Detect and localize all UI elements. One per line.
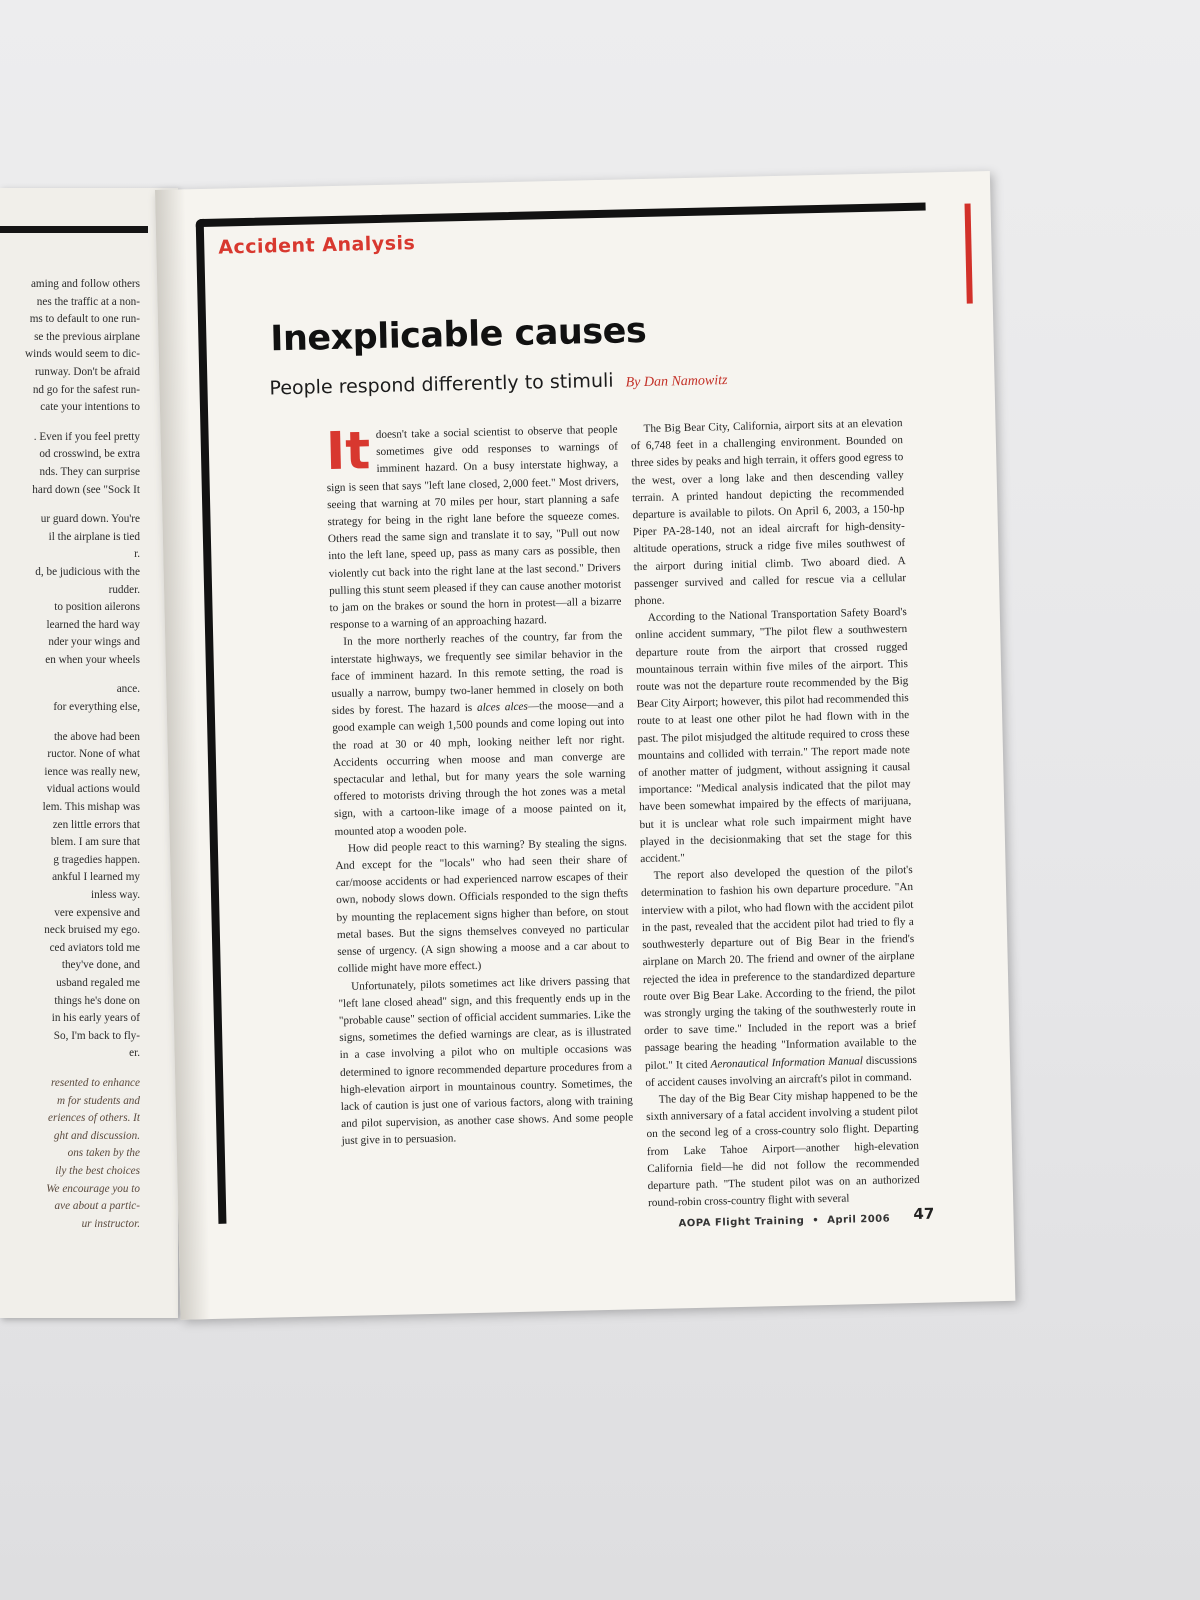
left-line: en when your wheels: [45, 653, 140, 666]
paragraph-2-text: In the more northerly reaches of the country, far from the interstate highways, we frequently see similar behavior in the face of imminent hazard. In this remote setting, the road is usually a narrow, bumpy two-laner hemmed in closely on both sides by forest. The hazard is: [330, 629, 624, 718]
left-line: r.: [134, 548, 140, 561]
left-line: ght and discussion.: [53, 1129, 140, 1142]
left-line: lem. This mishap was: [42, 801, 140, 814]
left-line: cate your intentions to: [40, 401, 140, 414]
left-line-gap: [0, 717, 140, 729]
paragraph-8: The day of the Big Bear City mishap happened to be the sixth anniversary of a fatal accident involving a student pilot on the second leg of a cross-country solo flight. Departing from Lake Tahoe Airport—another high-elevation California field—he did not follow the recommended departure path. "The student pilot was on an authorized round-robin cross-country flight with several: [646, 1087, 920, 1210]
paragraph-5: The Big Bear City, California, airport sits at an elevation of 6,748 feet in a challenging environment. Bounded on three sides by peaks and high terrain, it offers good egress to the west, over a long lake and then descending valley terrain. A printed handout depicting the recommended departure is available to pilots. On April 6, 2003, a 150-hp Piper PA-28-140, not an ideal aircraft for high-density-altitude operations, struck a ridge five miles southwest of the airport during initial climb. Two aboard died. A passenger survived and called for rescue via a cellular phone.: [630, 417, 907, 608]
page-footer: [678, 1212, 938, 1229]
left-line: inless way.: [91, 889, 140, 901]
left-line: ily the best choices: [55, 1164, 140, 1177]
paragraph-1-text: doesn't take a social scientist to observe that people sometimes give odd responses to warnings of imminent hazard. On a busy interstate highway, a sign is seen that says "left lane closed, 2,000 feet." Most drivers, seeing that warning at 70 miles per hour, start planning a safe strategy for being in the right lane before the squeeze comes. Others read the same sign and translate it to say, "Pull out now into the left lane, speed up, pass as many cars as possible, then violently cut back into the right lane at the last second." Drivers pulling this stunt seem pleased if they can cause another motorist to jam on the brakes or sound the horn in protest—all a bizarre response to a warning of an approaching hazard.: [326, 423, 622, 632]
left-line: se the previous airplane: [34, 330, 140, 343]
paragraph-6: According to the National Transportation Safety Board's online accident summary, "The pilot flew a southwestern departure route from the airport that crossed rugged mountainous terrain within five miles of the airport. This route was not the departure route recommended by the Big Bear City Airport; however, this pilot had recommended this route to at least one other pilot he had flown with in the past. The pilot misjudged the altitude required to cross these mountains and collided with terrain." The report made note of another matter of judgment, without assigning it causal importance: "Medical analysis indicated that the pilot may have been somewhat impaired by the effects of marijuana, but it is unclear what role such impairment might have played in the decisionmaking that set the stage for this accident.": [635, 606, 912, 866]
footer-separator: •: [812, 1215, 820, 1227]
left-line: rudder.: [108, 583, 140, 596]
left-line: . Even if you feel pretty: [33, 430, 140, 443]
footer-date: April 2006: [827, 1213, 891, 1227]
italic-alces: alces alces: [476, 700, 528, 715]
article-page: [155, 171, 1015, 1320]
left-line: learned the hard way: [46, 618, 140, 631]
previous-page: [0, 188, 178, 1318]
left-line: m for students and: [57, 1094, 140, 1107]
footer-publication: AOPA Flight Training: [678, 1215, 805, 1230]
left-line: ur instructor.: [81, 1217, 140, 1230]
left-line: ructor. None of what: [47, 748, 140, 761]
left-line: ience was really new,: [44, 765, 140, 778]
article-headline: Inexplicable causes: [269, 310, 647, 360]
section-tab-marker: [965, 204, 973, 304]
paragraph-7-text: The report also developed the question of the pilot's determination to fashion his own departure procedure. "An interview with a pilot, who had flown with the accident pilot in the past, revealed that the accident pilot had tried to fly a southwesterly departure out of Big Bear in the friend's airplane on March 20. The friend and owner of the airplane rejected the idea in preference to the standardized departure route over Big Bear Lake. According to the friend, the pilot was strongly urging the taking of the southwesterly route in order to save time." Included in the report was a brief passage bearing the heading "Information available to the pilot." It cited: [640, 864, 917, 1072]
drop-cap: It: [325, 421, 371, 483]
left-line: g tragedies happen.: [53, 853, 140, 866]
left-line: nes the traffic at a non-: [36, 295, 140, 308]
article-column-1: [325, 422, 633, 1151]
left-line: So, I'm back to fly-: [53, 1029, 140, 1042]
left-line: hard down (see "Sock It: [32, 483, 140, 496]
left-line: the above had been: [53, 730, 140, 743]
left-line: for everything else,: [53, 701, 140, 714]
left-line: We encourage you to: [46, 1182, 140, 1195]
previous-page-text-column: [0, 276, 140, 1233]
paragraph-1: [325, 422, 622, 635]
left-page-rule: [0, 226, 148, 233]
left-line: ave about a partic-: [54, 1200, 140, 1213]
left-line: zen little errors that: [52, 818, 140, 831]
left-line: neck bruised my ego.: [44, 924, 140, 937]
left-line: nder your wings and: [48, 636, 140, 649]
left-line-gap: [0, 417, 140, 429]
left-line: ur guard down. You're: [40, 513, 140, 526]
left-line: runway. Don't be afraid: [34, 365, 140, 378]
section-label: Accident Analysis: [218, 232, 416, 259]
left-line-gap: [0, 499, 140, 511]
paragraph-2: [330, 628, 627, 841]
left-line: aming and follow others: [30, 278, 140, 290]
left-line: d, be judicious with the: [35, 565, 140, 578]
left-line: resented to enhance: [50, 1076, 140, 1089]
left-line: they've done, and: [61, 959, 140, 972]
left-line: blem. I am sure that: [50, 836, 140, 849]
left-line: ance.: [116, 683, 140, 696]
byline: By Dan Namowitz: [625, 373, 728, 391]
paragraph-4: Unfortunately, pilots sometimes act like drivers passing that "left lane closed ahead" sign, and this frequently ends up in the "probable cause" section of official accident summaries. Like the signs, sometimes the defied warnings are clear, as is illustrated in a case involving a pilot who on multiple occasions was determined to ignore recommended departure procedures from a high-elevation airport in mountainous country. Sometimes, the lack of caution is just one of various factors, along with training and pilot supervision, as another case shows. And some people just give in to persuasion.: [338, 973, 634, 1148]
left-line: in his early years of: [51, 1012, 140, 1025]
left-line: usband regaled me: [56, 976, 140, 989]
italic-aim: Aeronautical Information Manual: [710, 1054, 864, 1071]
left-line: il the airplane is tied: [48, 530, 140, 543]
left-line: ms to default to one run-: [29, 313, 140, 326]
paragraph-3: How did people react to this warning? By stealing the signs. And except for the "locals" who had seen their share of car/moose accidents or had experienced narrow escapes of their own, nobody slows down. Officials responded to the sign thefts by mounting the replacement signs higher than before, on stout metal bases. But the signs themselves conveyed no particular sense of urgency. (A sign showing a moose and a car about to collide might have more effect.): [335, 836, 630, 976]
subhead-text: People respond differently to stimuli: [269, 369, 614, 400]
left-line: od crosswind, be extra: [39, 448, 140, 461]
left-line: nd go for the safest run-: [32, 383, 140, 396]
left-line: winds would seem to dic-: [25, 348, 140, 361]
left-line: vidual actions would: [46, 783, 140, 796]
frame-top-rule: [196, 203, 926, 228]
left-line: eriences of others. It: [48, 1112, 140, 1125]
left-line-gap: [0, 669, 140, 681]
paragraph-7-cont: discussions of accident causes involving an aircraft's pilot in command.: [645, 1053, 918, 1089]
left-line: things he's done on: [54, 994, 140, 1007]
article-column-2: [630, 415, 920, 1212]
left-line: ankful I learned my: [52, 871, 140, 884]
left-line: ced aviators told me: [49, 941, 140, 954]
paragraph-7: [641, 862, 918, 1092]
paragraph-2-cont: —the moose—and a good example can weigh 1,500 pounds and come loping out into the road at 30 or 40 mph, looking neither left nor right. Accidents occurring when moose and man converge are spectacular and lethal, but for many years the sole warning offered to motorists driving through the hot zones was a metal sign, with a cartoon-like image of a moose painted on it, mounted atop a wooden pole.: [332, 698, 627, 838]
left-line: nds. They can surprise: [39, 465, 140, 478]
left-line-gap: [0, 1063, 140, 1075]
left-line: to position ailerons: [54, 601, 140, 614]
left-line: ons taken by the: [67, 1147, 140, 1160]
left-line: vere expensive and: [54, 906, 140, 919]
left-line: er.: [129, 1047, 140, 1060]
article-subhead: [269, 363, 889, 399]
page-number: 47: [913, 1204, 935, 1224]
